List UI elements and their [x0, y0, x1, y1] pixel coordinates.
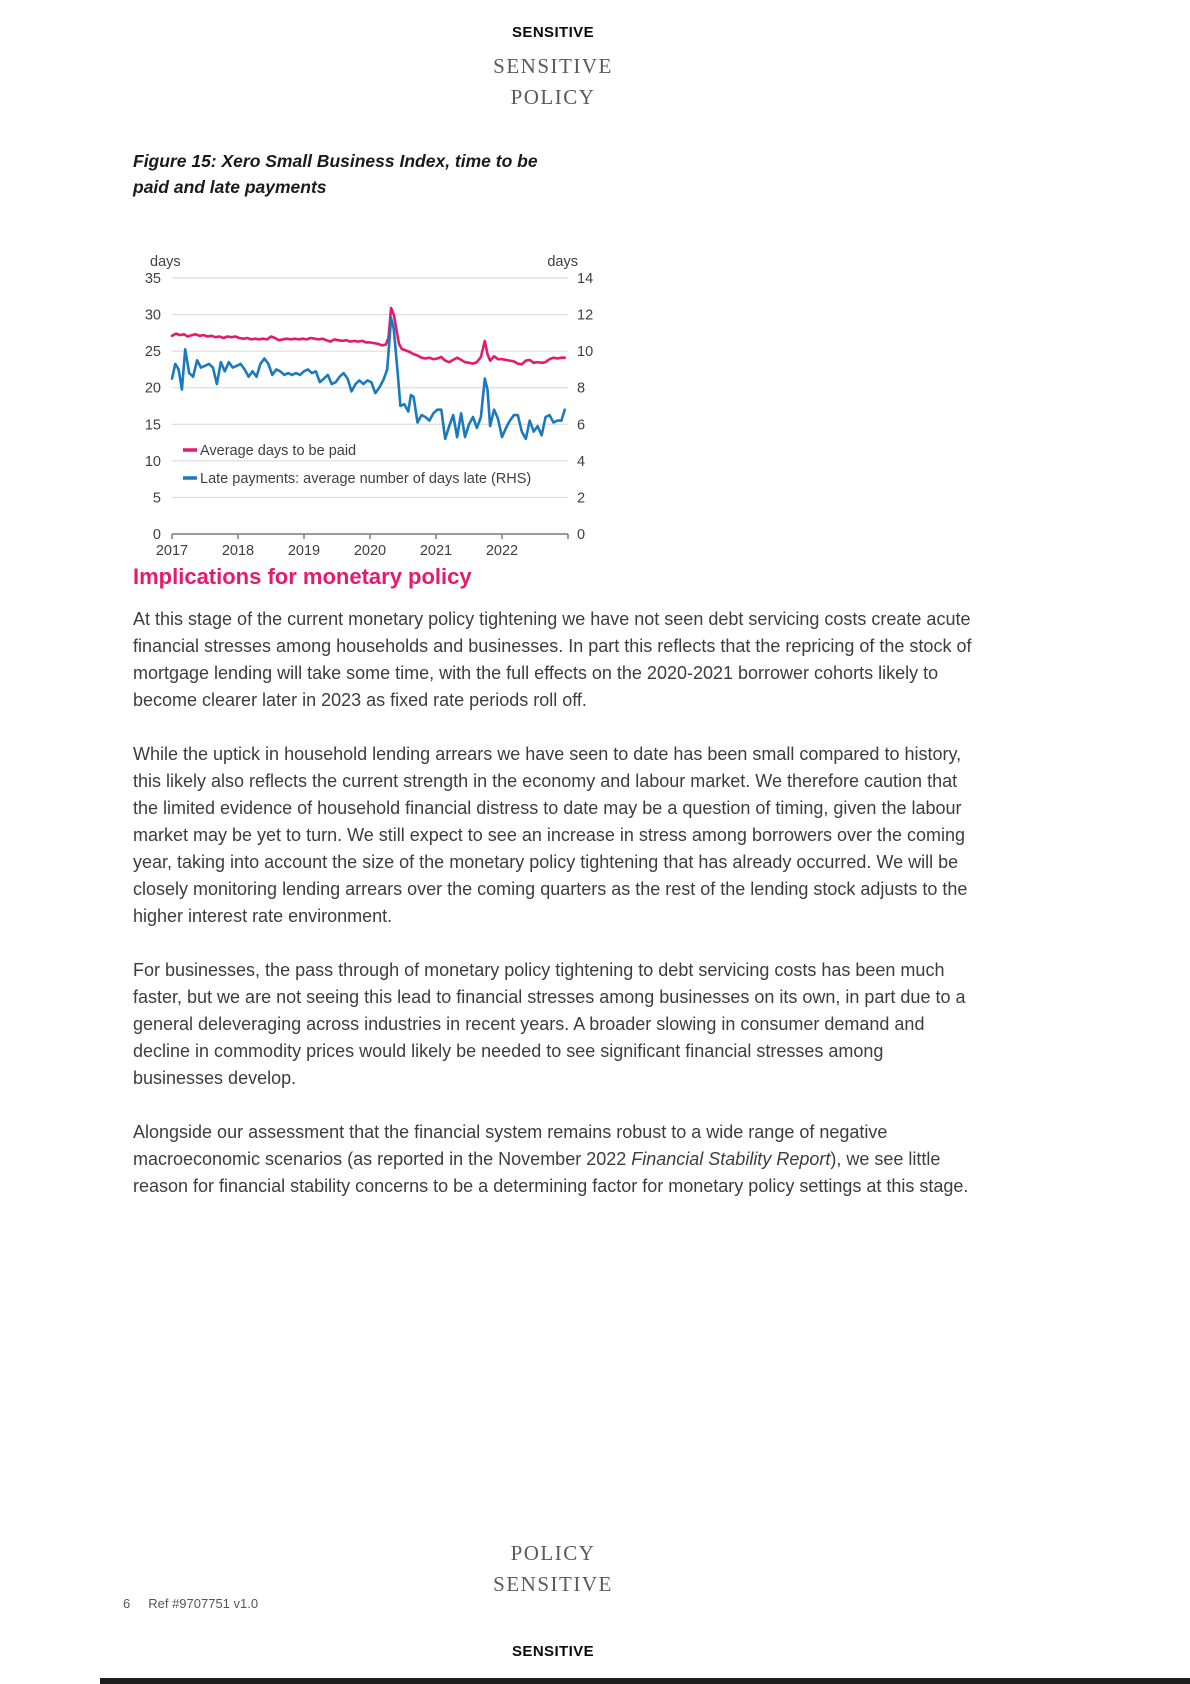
- header-watermark-sensitive: SENSITIVE: [493, 54, 613, 78]
- body-paragraph-1: At this stage of the current monetary policy tightening we have not seen debt servicing costs create acute financial stresses among households and businesses. In part this reflects that the repricing of the stock of mortgage lending will take some time, with the full effects on the 2020-2021 borrower cohorts likely to become clearer later in 2023 as fixed rate periods roll off.: [133, 609, 972, 710]
- document-ref: Ref #9707751 v1.0: [148, 1596, 259, 1611]
- svg-text:2017: 2017: [155, 543, 189, 559]
- svg-text:days: days: [150, 254, 181, 270]
- section-heading: Implications for monetary policy: [133, 564, 472, 589]
- svg-text:20: 20: [144, 380, 161, 397]
- svg-text:2018: 2018: [221, 543, 255, 559]
- page-edge-bar: [100, 1678, 1190, 1684]
- paragraph-4-text-end: ), we see little reason for financial stability concerns to be a determining factor for monetary policy settings at this stage.: [133, 1149, 969, 1196]
- paragraph-4-text: Alongside our assessment that the financial system remains robust to a wide range of negative macroeconomic scenarios (as reported in the November 2022: [133, 1122, 888, 1169]
- svg-text:10: 10: [144, 453, 161, 470]
- body-paragraph-2: While the uptick in household lending arrears we have seen to date has been small compared to history, this likely also reflects the current strength in the economy and labour market. We therefore caution that the limited evidence of household financial distress to date may be a question of timing, given the labour market may be yet to turn. We still expect to see an increase in stress among borrowers over the coming year, taking into account the size of the monetary policy tightening that has already occurred. We will be closely monitoring lending arrears over the coming quarters as the rest of the lending stock adjusts to the higher interest rate environment.: [133, 744, 968, 926]
- svg-text:2021: 2021: [419, 543, 453, 559]
- svg-text:0: 0: [152, 527, 161, 543]
- svg-text:10: 10: [577, 344, 594, 361]
- footer-watermark-sensitive: SENSITIVE: [493, 1572, 613, 1596]
- svg-text:35: 35: [144, 271, 161, 287]
- svg-text:Average days to be paid: Average days to be paid: [200, 443, 357, 459]
- svg-text:15: 15: [144, 417, 161, 434]
- body-paragraph-3: For businesses, the pass through of monetary policy tightening to debt servicing costs has been much faster, but we are not seeing this lead to financial stresses among businesses on its own, in part due to a general deleveraging across industries in recent years. A broader slowing in consumer demand and decline in commodity prices would likely be needed to see significant financial stresses among businesses develop.: [133, 960, 966, 1088]
- svg-text:25: 25: [144, 344, 161, 361]
- body-paragraph-4: [133, 1119, 978, 1200]
- page-number: 6: [123, 1596, 131, 1611]
- svg-text:2: 2: [577, 490, 586, 507]
- figure-15-chart-svg: [133, 230, 603, 562]
- svg-text:2020: 2020: [353, 543, 387, 559]
- svg-text:14: 14: [577, 271, 594, 287]
- svg-text:4: 4: [577, 453, 586, 470]
- header-watermark-policy: POLICY: [510, 85, 596, 109]
- svg-text:8: 8: [577, 380, 586, 397]
- svg-text:2022: 2022: [485, 543, 519, 559]
- report-title-italic: Financial Stability Report: [631, 1149, 831, 1169]
- svg-text:30: 30: [144, 307, 161, 324]
- figure-title-line-1: Figure 15: Xero Small Business Index, time to be: [133, 151, 538, 171]
- section-implications: [133, 564, 978, 1227]
- footer-watermark-policy: POLICY: [510, 1541, 596, 1565]
- figure-15-chart: [133, 230, 603, 562]
- footer-classification-bold: SENSITIVE: [512, 1643, 594, 1660]
- svg-text:0: 0: [577, 527, 586, 543]
- figure-title-line-2: paid and late payments: [133, 177, 327, 197]
- header-classification-bold: SENSITIVE: [512, 24, 594, 41]
- svg-text:days: days: [547, 254, 578, 270]
- svg-text:Late payments: average number: Late payments: average number of days late (RHS): [200, 471, 532, 487]
- figure-title: [133, 148, 538, 200]
- footer-pageinfo: [123, 1596, 258, 1611]
- svg-text:5: 5: [152, 490, 161, 507]
- svg-text:2019: 2019: [287, 543, 321, 559]
- svg-text:12: 12: [577, 307, 594, 324]
- svg-text:6: 6: [577, 417, 586, 434]
